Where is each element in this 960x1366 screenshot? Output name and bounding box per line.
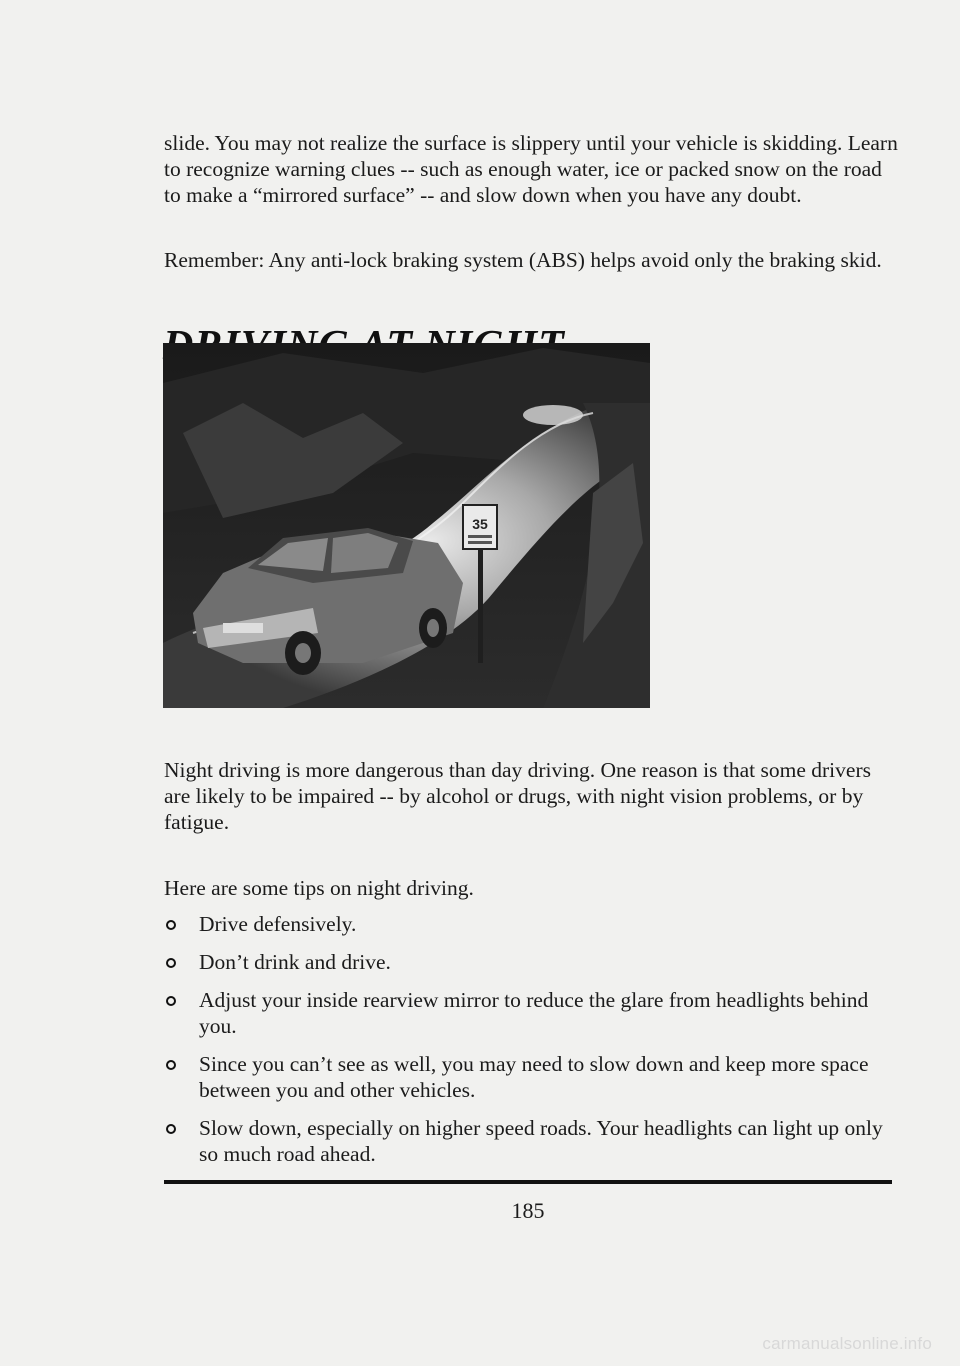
bullet-icon (166, 958, 176, 968)
watermark: carmanualsonline.info (762, 1334, 932, 1353)
list-item: Slow down, especially on higher speed roads. Your headlights can light up only so much road ahead. (164, 1115, 904, 1167)
bullet-icon (166, 1124, 176, 1134)
list-item: Don’t drink and drive. (164, 949, 904, 975)
paragraph-skidding: slide. You may not realize the surface is slippery until your vehicle is skidding. Learn to recognize warning clues -- such as enough water, ice or packed snow on the road to make a “mirrored surface” -- and slow down when you have any doubt. (164, 131, 898, 207)
bullet-icon (166, 996, 176, 1006)
tips-list (164, 911, 904, 1179)
list-item: Drive defensively. (164, 911, 904, 937)
paragraph-tips-intro: Here are some tips on night driving. (164, 876, 474, 900)
paragraph-abs: Remember: Any anti-lock braking system (ABS) helps avoid only the braking skid. (164, 248, 882, 272)
bullet-icon (166, 1060, 176, 1070)
speed-sign-number: 35 (472, 516, 488, 532)
page-number: 185 (511, 1198, 545, 1223)
footer-divider (164, 1180, 892, 1184)
list-item: Adjust your inside rearview mirror to reduce the glare from headlights behind you. (164, 987, 904, 1039)
list-item: Since you can’t see as well, you may need to slow down and keep more space between you and other vehicles. (164, 1051, 904, 1103)
paragraph-night-danger: Night driving is more dangerous than day driving. One reason is that some drivers are likely to be impaired -- by alcohol or drugs, with night vision problems, or by fatigue. (164, 758, 871, 834)
bullet-icon (166, 920, 176, 930)
night-driving-illustration (163, 343, 650, 708)
